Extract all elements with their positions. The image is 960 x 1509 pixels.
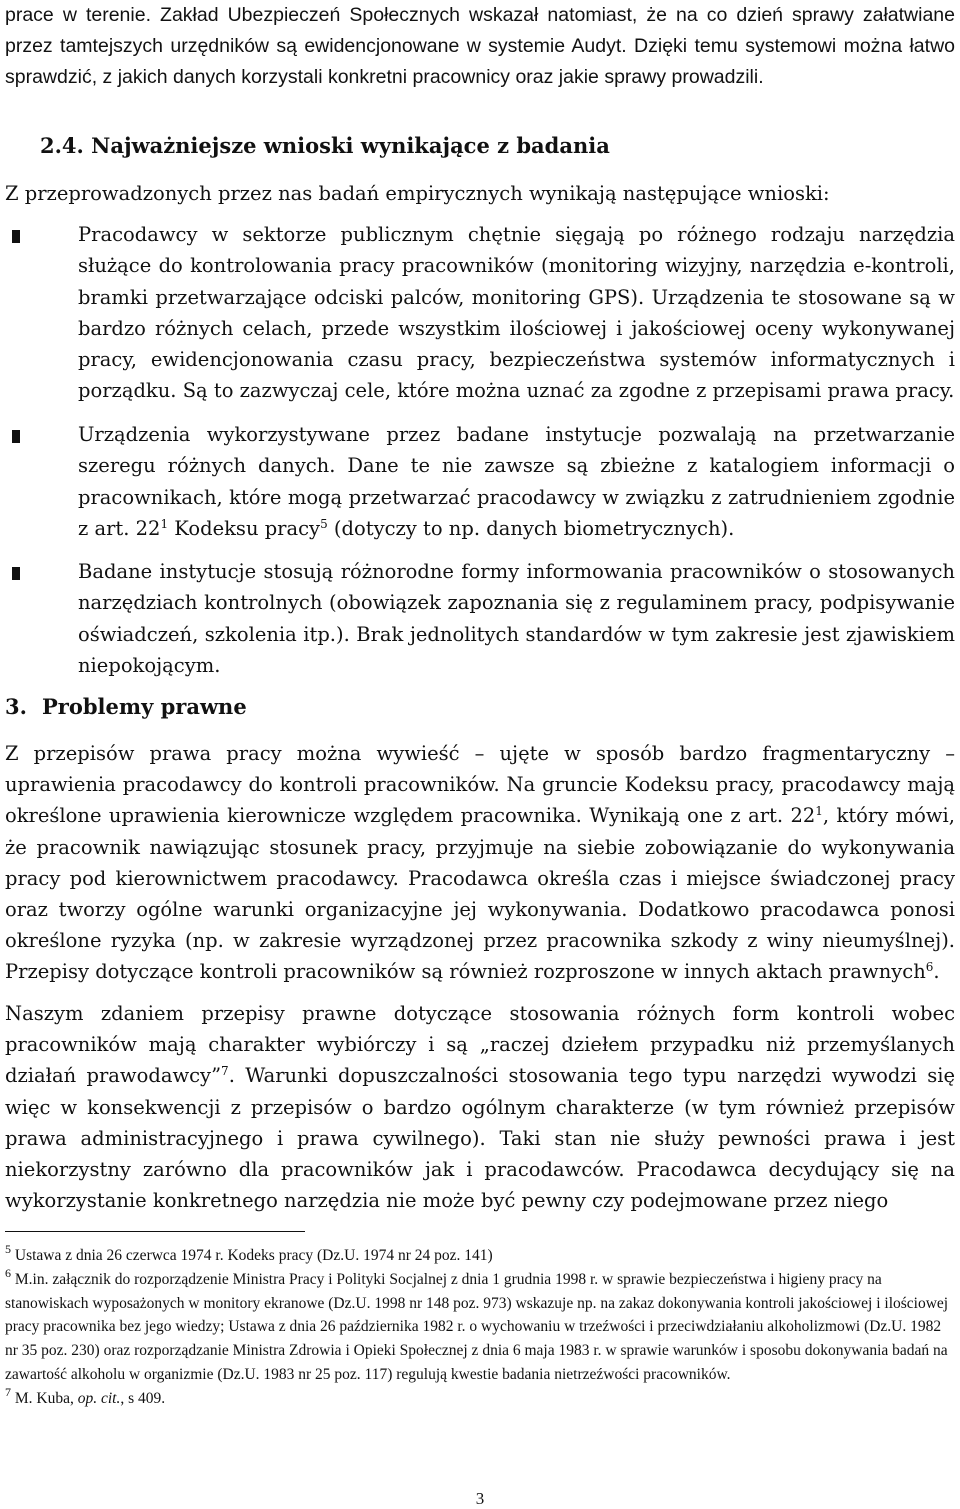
lead-paragraph: Z przeprowadzonych przez nas badań empirycznych wynikają następujące wnioski: <box>5 182 830 205</box>
footnote-6 <box>5 1265 955 1387</box>
opinion-paragraph <box>5 998 955 1216</box>
list-item <box>78 556 955 681</box>
footnote-text: , s 409. <box>120 1389 166 1407</box>
footnote-text: Ustawa z dnia 26 czerwca 1974 r. Kodeks pracy (Dz.U. 1974 nr 24 poz. 141) <box>11 1247 493 1264</box>
paragraph-text: , który mówi, że pracownik nawiązując stosunek pracy, przyjmuje na siebie zobowiązanie do wykonywania pracy pod kierownictwem pracodawcy. Pracodawca określa czas i miejsce świadczonej pracy oraz tworzy ogólne warunki organizacyjne jej wykonywania. Dodatkowo pracodawca ponosi określone ryzyka (np. w zakresie wyrządzonej przez pracownika szkody z winy nieumyślnej). Przepisy dotyczące kontroli pracowników są również rozproszone w innych aktach prawnych <box>5 804 955 984</box>
list-item-text: Pracodawcy w sektorze publicznym chętnie sięgają po różnego rodzaju narzędzia służące do kontrolowania pracy pracowników (monitoring wizyjny, narzędzia e-kontroli, bramki przetwarzające odciski palców, monitoring GPS). Urządzenia te stosowane są w bardzo różnych celach, przede wszystkim ilościowej i jakościowej oceny wykonywanej pracy, ewidencjonowania czasu pracy, bezpieczeństwa systemów informatycznych i porządku. Są to zazwyczaj cele, które można uznać za zgodne z przepisami prawa pracy. <box>78 223 955 403</box>
legal-paragraph <box>5 738 955 988</box>
list-item-text: (dotyczy to np. danych biometrycznych). <box>327 516 735 540</box>
footnotes <box>5 1244 955 1411</box>
footnote-number: 6 <box>5 1265 11 1280</box>
section-number: 3. <box>5 694 27 719</box>
footnote-ref-5[interactable]: 5 <box>320 516 328 531</box>
square-bullet-icon <box>12 567 20 580</box>
paragraph-text: Naszym zdaniem przepisy prawne dotyczące stosowania różnych form kontroli wobec pracowników mają charakter wybiórczy i są „raczej dziełem przypadku niż przemyślanych działań prawodawcy” <box>5 1002 955 1088</box>
list-item-text: Kodeksu pracy <box>168 516 321 540</box>
square-bullet-icon <box>12 430 20 443</box>
footnote-citation: op. cit. <box>77 1389 121 1407</box>
footnote-5 <box>5 1244 955 1268</box>
footnote-text: M. Kuba, <box>11 1389 78 1407</box>
list-item-text: Urządzenia wykorzystywane przez badane instytucje pozwalają na przetwarzanie szeregu różnych danych. Dane te nie zawsze są zbieżne z katalogiem informacji o pracownikach, które mogą przetwarzać pracodawcy w związku z zatrudnieniem zgodnie z art. 22 <box>78 423 955 540</box>
footnote-ref-6[interactable]: 6 <box>925 960 934 975</box>
intro-paragraph: prace w terenie. Zakład Ubezpieczeń Społecznych wskazał natomiast, że na co dzień sprawy załatwiane przez tamtejszych urzędników są ewidencjonowane w systemie Audyt. Dzięki temu systemowi można łatwo sprawdzić, z jakich danych korzystali konkretni pracownicy oraz jakie sprawy prowadzili. <box>5 4 955 88</box>
paragraph-text: . <box>933 960 940 984</box>
footnote-number: 5 <box>5 1242 11 1256</box>
footnote-number: 7 <box>5 1384 11 1399</box>
list-item <box>78 419 955 544</box>
paragraph-text: Z przepisów prawa pracy można wywieść – ujęte w sposób bardzo fragmentaryczny – uprawienia pracodawcy do kontroli pracowników. Na gruncie Kodeksu pracy, pracodawcy mają określone uprawienia kierownicze względem pracownika. Wynikają one z art. 22 <box>5 742 955 828</box>
footnote-text: M.in. załącznik do rozporządzenie Ministra Pracy i Polityki Socjalnej z dnia 1 grudnia 1998 r. w sprawie bezpieczeństwa i higieny pracy na stanowiskach wyposażonych w monitory ekranowe (Dz.U. 1998 nr 148 poz. 973) wskazuje np. na zakaz dokonywania kontroli jakościowej i ilościowej pracy pracownika bez jego wiedzy; Ustawa z dnia 26 października 1982 r. o wychowaniu w trzeźwości i przeciwdziałaniu alkoholizmowi (Dz.U. 1982 nr 35 poz. 230) oraz rozporządzanie Ministra Zdrowia i Opieki Społecznej z dnia 6 maja 1983 r. w sprawie warunków i sposobu dokonywania badań na zawartość alkoholu w organizmie (Dz.U. 1983 nr 25 poz. 117) regulują kwestie badania nietrzeźwości pracowników. <box>5 1270 949 1383</box>
section-heading-3 <box>5 692 247 722</box>
square-bullet-icon <box>12 230 20 243</box>
footnote-divider <box>5 1231 305 1232</box>
page-number: 3 <box>475 1489 485 1508</box>
superscript: 1 <box>160 516 169 531</box>
footnote-7 <box>5 1384 955 1411</box>
footnote-ref-7[interactable]: 7 <box>221 1064 229 1079</box>
superscript: 1 <box>815 804 823 819</box>
list-item <box>78 219 955 407</box>
list-item-text: Badane instytucje stosują różnorodne formy informowania pracowników o stosowanych narzędziach kontrolnych (obowiązek zapoznania się z regulaminem pracy, podpisywanie oświadczeń, szkolenia itp.). Brak jednolitych standardów w tym zakresie jest zjawiskiem niepokojącym. <box>78 560 955 677</box>
paragraph-text: . Warunki dopuszczalności stosowania tego typu narzędzi wywodzi się więc w konsekwencji z przepisów o bardzo ogólnym charakterze (w tym również przepisów prawa administracyjnego i prawa cywilnego). Taki stan nie służy pewności prawa i jest niekorzystny zarówno dla pracowników jak i pracodawców. Pracodawca decydujący się na wykorzystanie konkretnego narzędzia nie może być pewny czy podejmowane przez niego <box>5 1064 955 1213</box>
section-heading-2-4: 2.4. Najważniejsze wnioski wynikające z badania <box>40 133 610 158</box>
section-title: Problemy prawne <box>42 694 247 719</box>
